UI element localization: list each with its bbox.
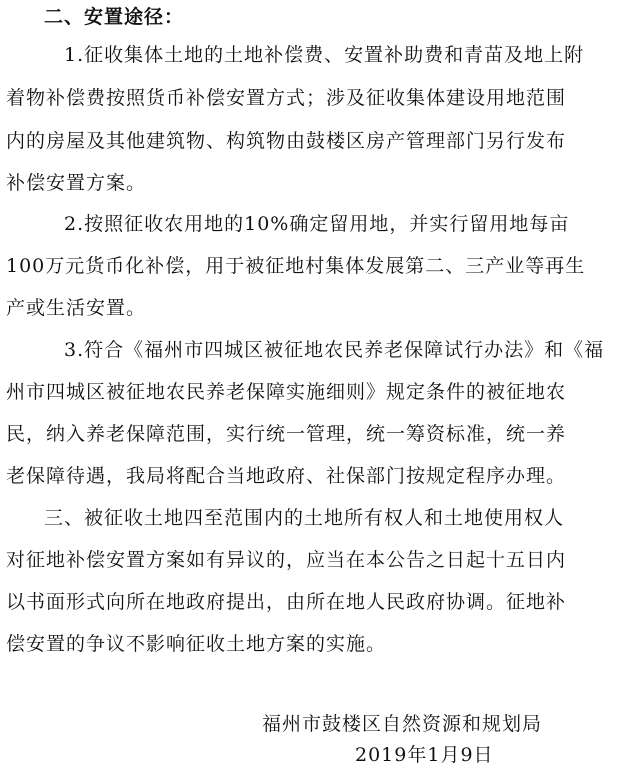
signature-date: 2019年1月9日: [355, 744, 494, 766]
paragraph-line: 1.征收集体土地的土地补偿费、安置补助费和青苗及地上附: [64, 44, 585, 66]
signature-organization: 福州市鼓楼区自然资源和规划局: [262, 713, 543, 735]
paragraph-line: 补偿安置方案。: [6, 172, 147, 194]
paragraph-line: 州市四城区被征地农民养老保障实施细则》规定条件的被征地农: [6, 381, 567, 403]
paragraph-line: 100万元货币化补偿，用于被征地村集体发展第二、三产业等再生: [6, 255, 586, 277]
section-heading-resettlement: 二、安置途径：: [44, 6, 185, 28]
paragraph-line: 内的房屋及其他建筑物、构筑物由鼓楼区房产管理部门另行发布: [6, 130, 567, 152]
paragraph-line: 三、被征收土地四至范围内的土地所有权人和土地使用权人: [44, 507, 565, 529]
paragraph-line: 2.按照征收农用地的10%确定留用地，并实行留用地每亩: [64, 213, 570, 235]
paragraph-line: 偿安置的争议不影响征收土地方案的实施。: [6, 633, 387, 655]
paragraph-line: 产或生活安置。: [6, 297, 147, 319]
paragraph-line: 对征地补偿安置方案如有异议的，应当在本公告之日起十五日内: [6, 549, 567, 571]
paragraph-line: 3.符合《福州市四城区被征地农民养老保障试行办法》和《福: [64, 339, 605, 361]
paragraph-line: 着物补偿费按照货币补偿安置方式；涉及征收集体建设用地范围: [6, 87, 567, 109]
paragraph-line: 民，纳入养老保障范围，实行统一管理，统一筹资标准，统一养: [6, 423, 567, 445]
paragraph-line: 以书面形式向所在地政府提出，由所在地人民政府协调。征地补: [6, 591, 567, 613]
paragraph-line: 老保障待遇，我局将配合当地政府、社保部门按规定程序办理。: [6, 465, 567, 487]
